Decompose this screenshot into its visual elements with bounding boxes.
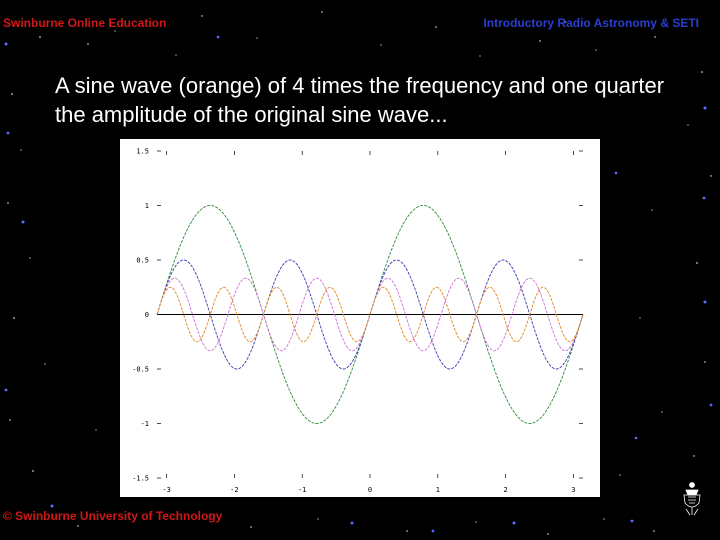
university-crest-icon	[680, 481, 704, 517]
y-tick-label: -1.5	[132, 474, 149, 483]
x-tick-label: 3	[571, 486, 576, 494]
y-tick-label: -1	[140, 420, 149, 428]
header-right-title: Introductory Radio Astronomy & SETI	[483, 16, 699, 30]
footer-copyright: © Swinburne University of Technology	[3, 509, 223, 523]
y-tick-label: -0.5	[132, 365, 149, 374]
x-tick-label: 0	[367, 486, 373, 494]
header-left-title: Swinburne Online Education	[3, 16, 167, 30]
x-tick-label: 1	[435, 486, 440, 494]
y-tick-label: 0.5	[136, 256, 149, 265]
x-tick-label: 2	[503, 486, 508, 494]
sine-wave-chart	[120, 139, 600, 497]
x-tick-label: -3	[162, 486, 171, 494]
y-tick-label: 0	[144, 311, 149, 319]
slide-caption: A sine wave (orange) of 4 times the frequency and one quarter the amplitude of the original sine wave...	[55, 73, 665, 127]
x-tick-label: -2	[230, 486, 239, 494]
y-tick-label: 1.5	[136, 147, 149, 156]
x-tick-label: -1	[297, 486, 307, 494]
y-tick-label: 1	[144, 202, 149, 210]
plot-panel	[120, 139, 600, 497]
